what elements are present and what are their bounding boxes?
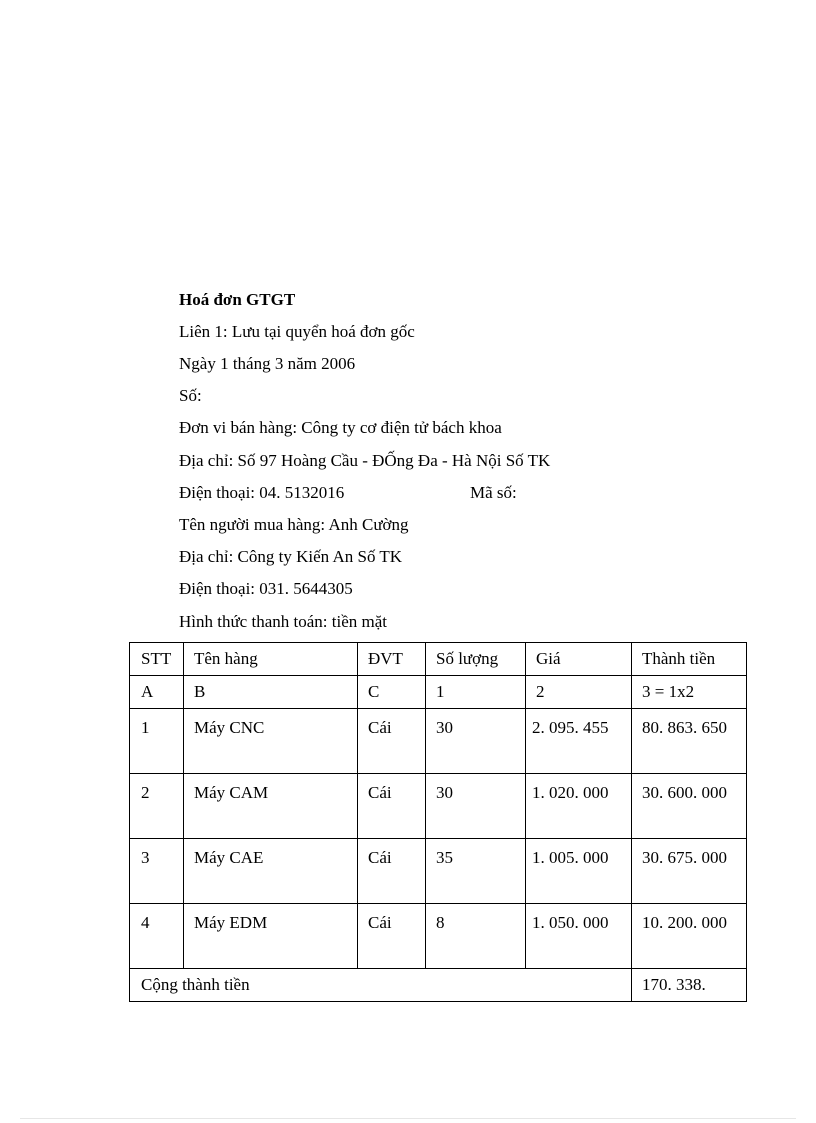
buyer-name: Tên người mua hàng: Anh Cường — [179, 515, 409, 534]
total-value: 170. 338. — [632, 969, 747, 1002]
row-unit: Cái — [358, 839, 426, 904]
row-unit: Cái — [358, 709, 426, 774]
invoice-number: Số: — [179, 386, 202, 405]
seller-phone: Điện thoại: 04. 5132016 — [179, 483, 345, 502]
page-bottom-rule — [20, 1118, 796, 1119]
seller-name: Đơn vi bán hàng: Công ty cơ điện tử bách khoa — [179, 418, 502, 437]
column-code: 3 = 1x2 — [632, 676, 747, 709]
row-unit: Cái — [358, 904, 426, 969]
table-codes-row — [130, 676, 747, 709]
column-code: 1 — [426, 676, 526, 709]
buyer-address: Địa chỉ: Công ty Kiến An Số TK — [179, 547, 403, 566]
row-stt: 1 — [130, 709, 184, 774]
row-stt: 2 — [130, 774, 184, 839]
table-row — [130, 709, 747, 774]
seller-address: Địa chỉ: Số 97 Hoàng Cầu - ĐỐng Đa - Hà Nội Số TK — [179, 451, 551, 470]
row-name: Máy CAE — [184, 839, 358, 904]
column-header-stt: STT — [130, 643, 184, 676]
table-total-row — [130, 969, 747, 1002]
row-price: 1. 020. 000 — [526, 774, 632, 839]
buyer-phone: Điện thoại: 031. 5644305 — [179, 579, 353, 598]
row-price: 2. 095. 455 — [526, 709, 632, 774]
column-code: C — [358, 676, 426, 709]
total-label: Cộng thành tiền — [130, 969, 632, 1002]
row-amount: 30. 600. 000 — [632, 774, 747, 839]
tax-code: Mã số: — [470, 483, 517, 502]
row-name: Máy CNC — [184, 709, 358, 774]
column-code: A — [130, 676, 184, 709]
column-header-amount: Thành tiền — [632, 643, 747, 676]
row-qty: 30 — [426, 709, 526, 774]
column-header-unit: ĐVT — [358, 643, 426, 676]
invoice-date: Ngày 1 tháng 3 năm 2006 — [179, 354, 356, 373]
row-amount: 80. 863. 650 — [632, 709, 747, 774]
row-name: Máy EDM — [184, 904, 358, 969]
row-qty: 35 — [426, 839, 526, 904]
row-stt: 3 — [130, 839, 184, 904]
row-name: Máy CAM — [184, 774, 358, 839]
row-amount: 10. 200. 000 — [632, 904, 747, 969]
table-row — [130, 839, 747, 904]
table-row — [130, 904, 747, 969]
payment-method: Hình thức thanh toán: tiền mặt — [179, 612, 387, 631]
row-price: 1. 005. 000 — [526, 839, 632, 904]
copy-line: Liên 1: Lưu tại quyển hoá đơn gốc — [179, 322, 415, 341]
column-header-qty: Số lượng — [426, 643, 526, 676]
column-code: 2 — [526, 676, 632, 709]
column-header-name: Tên hàng — [184, 643, 358, 676]
row-qty: 30 — [426, 774, 526, 839]
row-amount: 30. 675. 000 — [632, 839, 747, 904]
table-header-row — [130, 643, 747, 676]
row-price: 1. 050. 000 — [526, 904, 632, 969]
table-row — [130, 774, 747, 839]
column-header-price: Giá — [526, 643, 632, 676]
row-qty: 8 — [426, 904, 526, 969]
row-unit: Cái — [358, 774, 426, 839]
invoice-table — [129, 642, 747, 1002]
row-stt: 4 — [130, 904, 184, 969]
column-code: B — [184, 676, 358, 709]
invoice-title: Hoá đơn GTGT — [179, 290, 296, 309]
